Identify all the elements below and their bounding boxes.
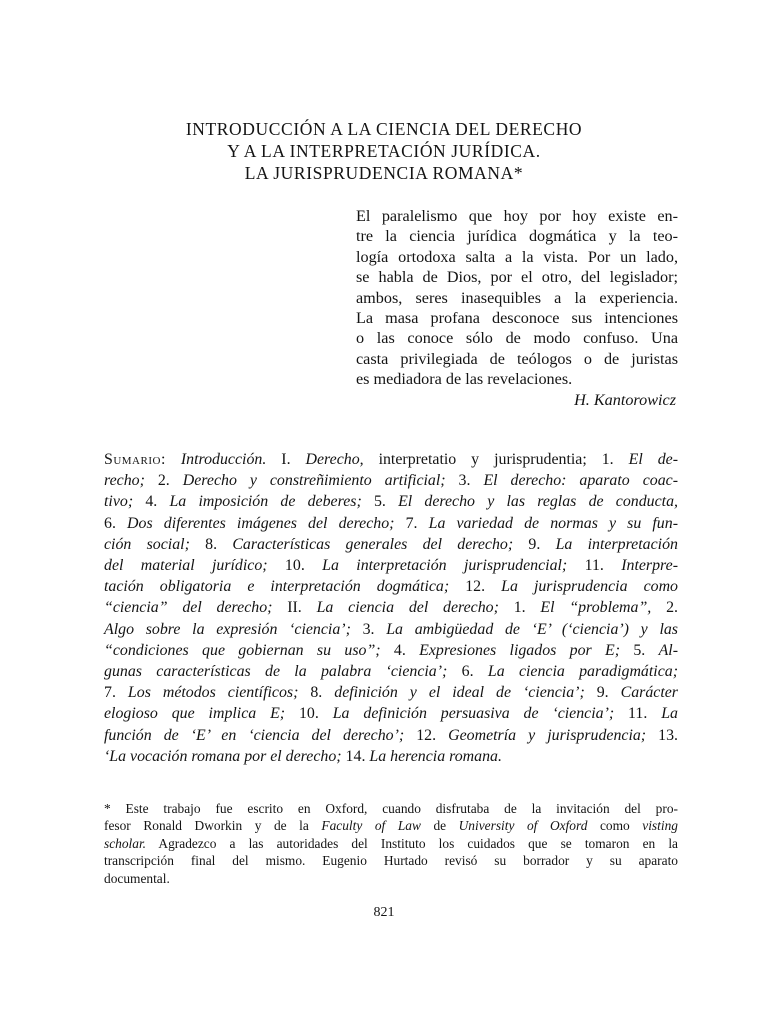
summary-item: La ciencia del derecho; (316, 599, 499, 617)
footnote-line (104, 800, 678, 817)
summary-item: elogioso que implica E; (104, 705, 286, 723)
epigraph-line: casta privilegiada de teólogos o de juristas (356, 349, 678, 368)
summary-line (104, 703, 678, 724)
summary-item: La (661, 705, 678, 723)
summary-number: 14. (341, 747, 370, 765)
summary-item: El derecho y las reglas de conducta, (398, 493, 678, 511)
summary-item: Algo sobre la expresión ‘ciencia’; (104, 620, 351, 638)
summary-line (104, 449, 678, 470)
summary-item: La ambigüedad de ‘E’ (‘ciencia’) y las (386, 620, 678, 638)
summary-number: 9. (584, 684, 621, 702)
summary-number: 2. (144, 472, 183, 490)
summary-item: “condiciones que gobiernan su uso”; (104, 641, 381, 659)
summary-number: 8. (298, 684, 335, 702)
summary-item: La imposición de deberes; (169, 493, 362, 511)
summary-item: La ciencia paradigmática; (487, 663, 678, 681)
summary-number: 4. (380, 641, 420, 659)
title-line-3: LA JURISPRUDENCIA ROMANA* (244, 163, 524, 183)
summary-line (104, 725, 678, 746)
summary-item: ‘La vocación romana por el derecho; (104, 747, 342, 765)
summary-number: 12. (404, 726, 449, 744)
summary-number: 8. (189, 535, 233, 553)
summary-line (104, 513, 678, 534)
summary-number: 2. (651, 599, 679, 617)
summary-line (104, 746, 678, 767)
summary-line (104, 640, 678, 661)
summary-line (104, 661, 678, 682)
summary-number: 13. (646, 726, 679, 744)
footnote-text: Agradezco a las autoridades del Instituto los cuidados que se tomaron en la (146, 835, 678, 851)
epigraph-line: es mediadora de las revelaciones. (356, 370, 573, 389)
summary-number: 11. (567, 557, 622, 575)
summary-number: 12. (449, 578, 502, 596)
summary-number: 1. (498, 599, 541, 617)
epigraph-line: El paralelismo que hoy por hoy existe en- (356, 207, 678, 225)
summary-item: ción social; (104, 535, 190, 553)
summary-number: I. (266, 451, 306, 468)
summary-item: La interpretación jurisprudencial; (322, 557, 568, 575)
footnote-text: de (420, 818, 459, 834)
summary-item: Al- (658, 641, 678, 659)
summary-item: El “problema”, (540, 599, 652, 617)
summary-line (104, 555, 678, 576)
title-line-1: INTRODUCCIÓN A LA CIENCIA DEL DERECHO (185, 119, 583, 139)
summary-text: interpretatio y jurisprudentia; 1. (363, 451, 629, 468)
footnote (104, 800, 678, 887)
summary-item: Interpre- (621, 557, 678, 575)
summary-line (104, 491, 678, 512)
summary-label: Sumario: (104, 451, 166, 468)
summary-line (104, 470, 678, 491)
footnote-italic: Faculty of Law (321, 818, 421, 834)
summary-number: 6. (447, 663, 488, 681)
summary-item: El derecho: aparato coac- (483, 472, 678, 490)
summary-item: tivo; (104, 493, 134, 511)
footnote-text: como (587, 818, 643, 834)
epigraph-author: H. Kantorowicz (574, 390, 676, 409)
summary-number: 7. (104, 684, 128, 702)
page-number: 821 (373, 905, 395, 920)
footnote-line (104, 835, 678, 852)
footnote-italic: University of Oxford (458, 818, 588, 834)
summary-line (104, 534, 678, 555)
summary-item: función de ‘E’ en ‘ciencia del derecho’; (104, 726, 405, 744)
summary-line (104, 619, 678, 640)
summary-item: Expresiones ligados por E; (419, 641, 621, 659)
summary-line (104, 682, 678, 703)
footnote-italic: scholar. (104, 835, 147, 851)
summary-number: 5. (620, 641, 659, 659)
summary-number: 5. (361, 493, 399, 511)
summary-number: 10. (285, 705, 333, 723)
summary-item: Geometría y jurisprudencia; (448, 726, 647, 744)
footnote-text: * Este trabajo fue escrito en Oxford, cuando disfrutaba de la invitación del pro- (104, 801, 678, 816)
article-title (100, 118, 668, 184)
summary-number: 4. (133, 493, 170, 511)
footnote-text: fesor Ronald Dworkin y de la (104, 818, 322, 834)
summary-item: Características generales del derecho; (232, 535, 514, 553)
footnote-text: transcripción final del mismo. Eugenio Hurtado revisó su borrador y su aparato (104, 853, 678, 869)
epigraph-line: tre la ciencia jurídica dogmática y la teo- (356, 227, 678, 246)
summary-item: La variedad de normas y su fun- (428, 514, 678, 532)
summary-item: tación obligatoria e interpretación dogmática; (104, 578, 450, 596)
summary-item: El de- (628, 451, 678, 468)
summary-item: recho; (104, 472, 145, 490)
epigraph-line: logía ortodoxa salta a la vista. Por un lado, (356, 247, 678, 266)
epigraph (356, 206, 678, 410)
summary-item: La interpretación (555, 535, 678, 553)
summary-item: definición y el ideal de ‘ciencia’; (334, 684, 585, 702)
summary (104, 449, 678, 767)
summary-number: 7. (394, 514, 429, 532)
summary-item: del material jurídico; (104, 557, 268, 575)
footnote-line (104, 817, 678, 834)
summary-item: Derecho, (305, 451, 364, 468)
summary-item: Carácter (620, 684, 678, 702)
summary-line (104, 597, 678, 618)
summary-number: 6. (104, 514, 128, 532)
summary-number: II. (272, 599, 317, 617)
summary-item: gunas características de la palabra ‘ciencia’; (104, 663, 448, 681)
footnote-line (104, 852, 678, 869)
summary-item: Dos diferentes imágenes del derecho; (127, 514, 395, 532)
footnote-line (104, 870, 678, 887)
summary-item: Introducción. (180, 451, 267, 468)
summary-item: Los métodos científicos; (127, 684, 299, 702)
summary-number: 11. (614, 705, 662, 723)
epigraph-line: ambos, seres inasequibles a la experiencia. (356, 288, 678, 307)
summary-item: “ciencia” del derecho; (104, 599, 273, 617)
summary-number: 3. (350, 620, 387, 638)
title-line-2: Y A LA INTERPRETACIÓN JURÍDICA. (227, 141, 541, 161)
summary-item: Derecho y constreñimiento artificial; (182, 472, 446, 490)
summary-number: 3. (445, 472, 484, 490)
summary-item: La definición persuasiva de ‘ciencia’; (332, 705, 615, 723)
epigraph-line: La masa profana desconoce sus intenciones (356, 309, 678, 328)
summary-item: La jurisprudencia como (501, 578, 678, 596)
epigraph-line: o las conoce sólo de modo confuso. Una (356, 329, 678, 348)
footnote-text: documental. (104, 870, 170, 886)
epigraph-line: se habla de Dios, por el otro, del legislador; (356, 268, 678, 287)
footnote-italic: visting (642, 818, 678, 834)
summary-number: 9. (513, 535, 556, 553)
summary-line (104, 576, 678, 597)
summary-number: 10. (267, 557, 323, 575)
summary-item: La herencia romana. (369, 747, 502, 765)
